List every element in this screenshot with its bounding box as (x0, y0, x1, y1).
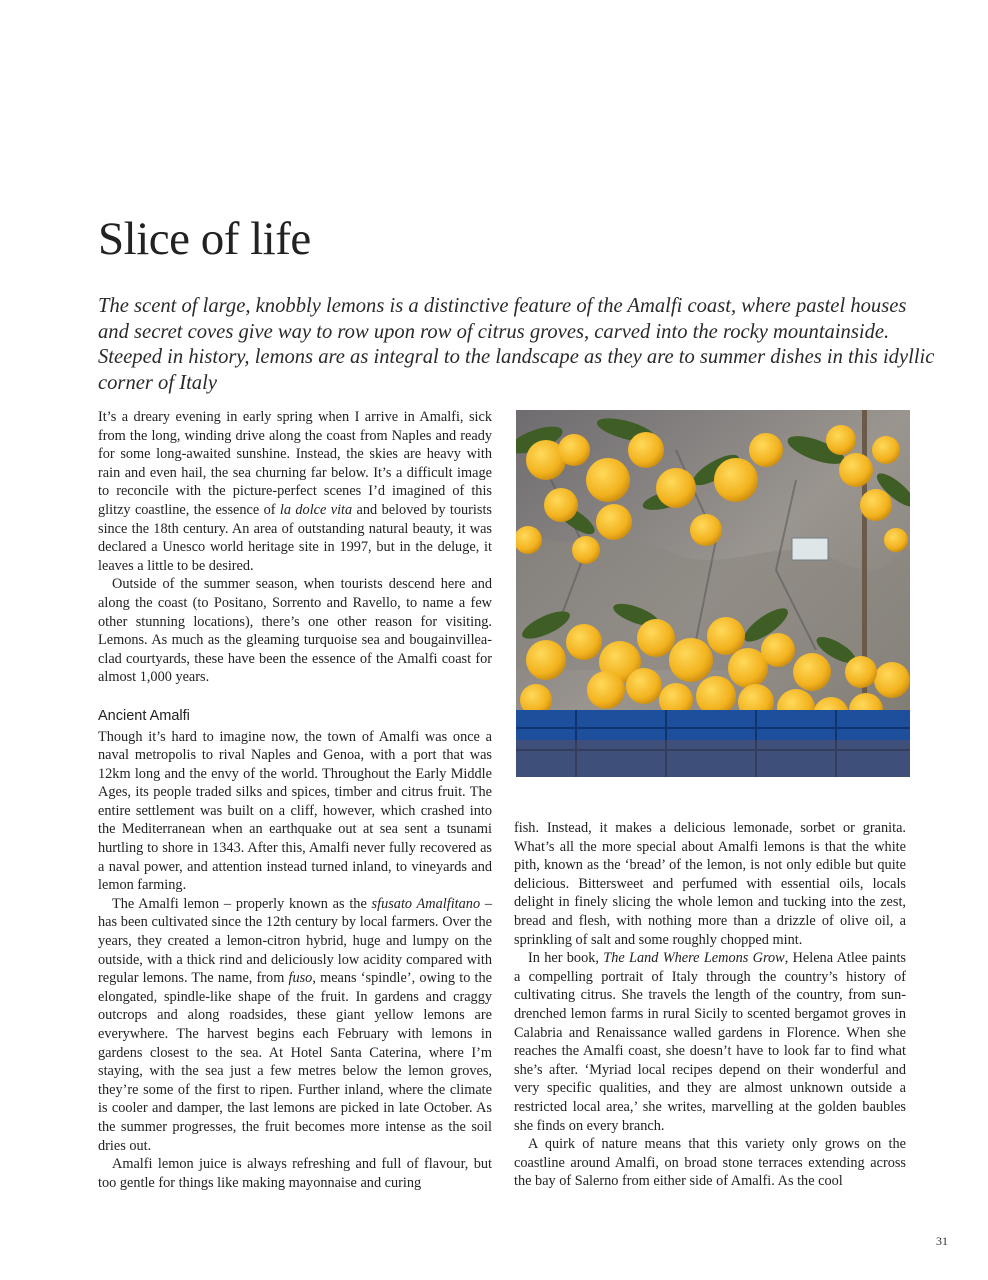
article-title: Slice of life (98, 213, 311, 265)
page-number: 31 (936, 1234, 948, 1248)
paragraph: In her book, The Land Where Lemons Grow, Helena Atlee paints a compelling portrait of Italy through the country’s history of cultivating citrus. She travels the length of the country, from sun-drenched lemon farms in rural Sicily to scented bergamot groves in Calabria and Renaissance walled gardens in Florence. When she reaches the Amalfi coast, she doesn’t have to look far to find what she’s after. ‘Myriad local recipes depend on their wonderful and very specific qualities, and they are almost unknown outside a restricted local area,’ she writes, marvelling at the golden baubles she finds on every branch. (514, 950, 907, 1134)
lemon-photo-illustration (516, 410, 910, 777)
section-subheading: Ancient Amalfi (98, 707, 190, 724)
paragraph: Amalfi lemon juice is always refreshing and full of flavour, but too gentle for things like making mayonnaise and curing (98, 1156, 492, 1191)
paragraph: The Amalfi lemon – properly known as the sfusato Amalfitano – has been cultivated since the 12th century by local farmers. Over the years, they created a lemon-citron hybrid, huge and lumpy on the outside, with a thick rind and deliciously low acidity compared with regular lemons. The name, from fuso, means ‘spindle’, owing to the elongated, spindle-like shape of the fruit. In gardens and craggy outcrops and along roadsides, these giant yellow lemons are everywhere. The harvest begins each February with lemons in gardens closest to the sea. At Hotel Santa Caterina, where I’m staying, with the sea just a few metres below the lemon groves, they’re some of the first to ripen. Further inland, where the climate is cooler and damper, the last lemons are picked in late October. As the summer progresses, the fruit becomes more intense as the soil dries out. (98, 895, 493, 1154)
paragraph: It’s a dreary evening in early spring when I arrive in Amalfi, sick from the long, winding drive along the coast from Naples and ready for some long-awaited sunshine. Instead, the skies are heavy with rain and even hail, the sea churning far below. It’s a difficult image to reconcile with the picture-perfect scenes I’d imagined of this glitzy coastline, the essence of la dolce vita and beloved by tourists since the 18th century. An area of outstanding natural beauty, it was declared a Unesco world heritage site in 1997, but in the deluge, it leaves a little to be desired. (98, 409, 492, 574)
article-standfirst: The scent of large, knobbly lemons is a distinctive feature of the Amalfi coast, where pastel houses and secret coves give way to row upon row of citrus groves, carved into the rocky mountainside. Steeped in history, lemons are as integral to the landscape as they are to summer dishes in this idyllic corner of Italy (98, 295, 935, 394)
right-text-column (514, 819, 906, 1191)
paragraph: Though it’s hard to imagine now, the town of Amalfi was once a naval metropolis to rival Naples and Genoa, with a port that was 12km long and the envy of the world. Throughout the Early Middle Ages, its people traded silks and spices, timber and citrus fruit. The entire settlement was built on a cliff, however, which crashed into the Mediterranean when an earthquake out at sea sent a tsunami hurtling to shore in 1343. After this, Amalfi never fully recovered as a naval power, and attention instead turned inland, to vineyards and lemon farming. (98, 728, 492, 894)
paragraph: Outside of the summer season, when tourists descend here and along the coast (to Positano, Sorrento and Ravello, to name a few other stunning locations), there’s one other reason for visiting. Lemons. As much as the gleaming turquoise sea and bougainvillea-clad courtyards, these have been the essence of the Amalfi coast for almost 1,000 years. (98, 576, 492, 686)
lemon-crates-photo (516, 410, 910, 777)
paragraph: fish. Instead, it makes a delicious lemonade, sorbet or granita. What’s all the more special about Amalfi lemons is that the white pith, known as the ‘bread’ of the lemon, is not only edible but quite delicious. Bittersweet and perfumed with essential oils, locals delight in finely slicing the whole lemon and tucking into the zest, bread and flesh, with nothing more than a drizzle of olive oil, a sprinkling of salt and some roughly chopped mint. (514, 820, 906, 948)
left-text-column (98, 408, 492, 1192)
paragraph: A quirk of nature means that this variety only grows on the coastline around Amalfi, on broad stone terraces extending across the bay of Salerno from either side of Amalfi. As the cool (514, 1136, 906, 1190)
